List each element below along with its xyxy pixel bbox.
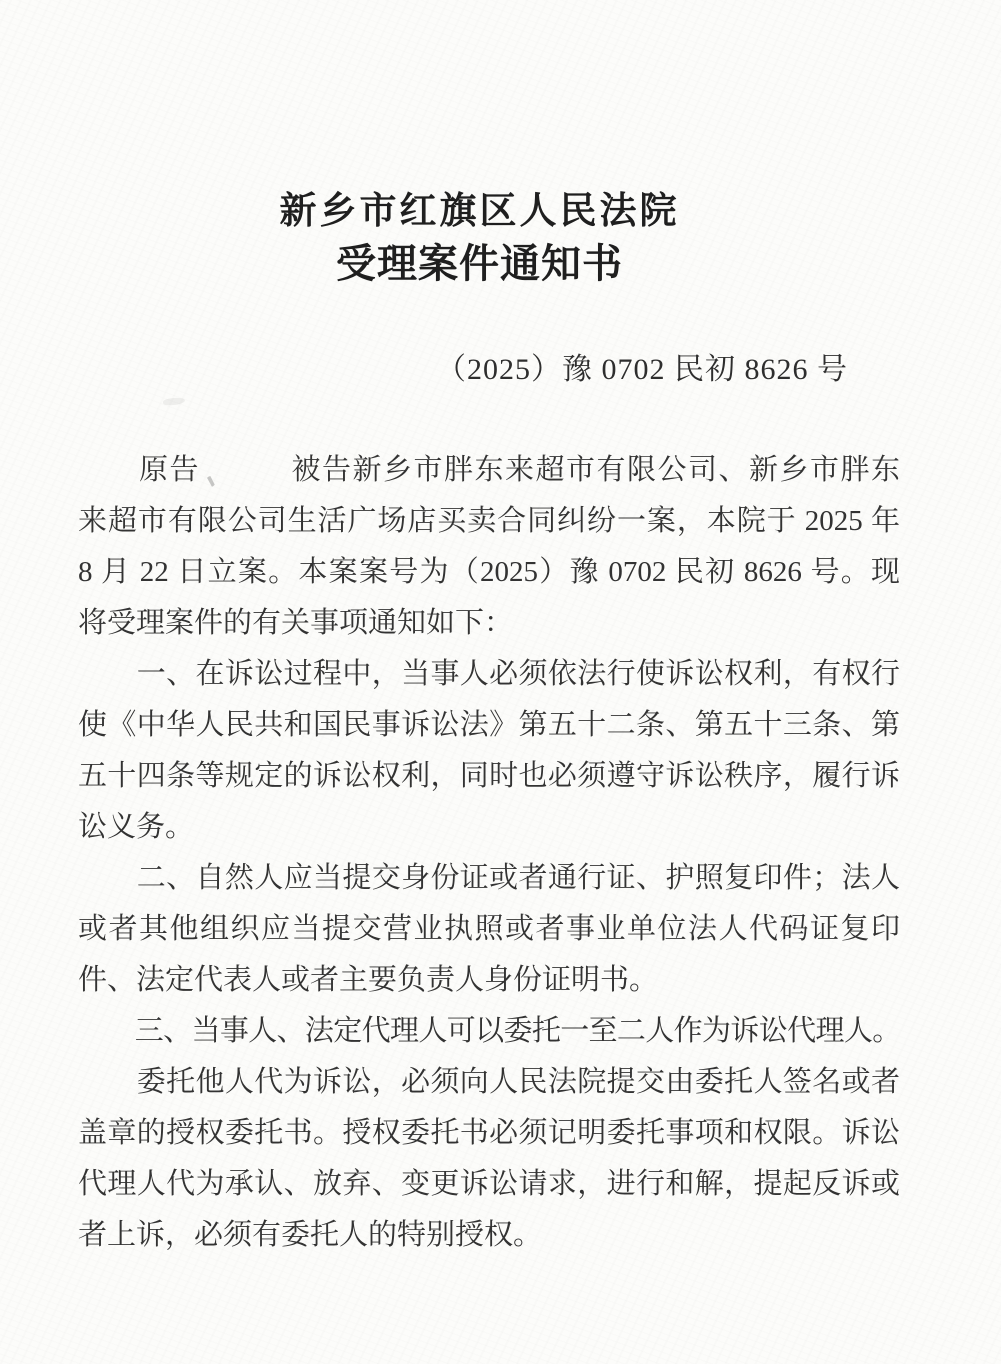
body-line-15: 代理人代为承认、放弃、变更诉讼请求，进行和解，提起反诉或 [78, 1168, 900, 1200]
body-line-10: 或者其他组织应当提交营业执照或者事业单位法人代码证复印 [78, 913, 900, 945]
body-line-13: 委托他人代为诉讼，必须向人民法院提交由委托人签名或者 [78, 1066, 900, 1098]
document-header [0, 190, 980, 290]
body-line-5: 一、在诉讼过程中，当事人必须依法行使诉讼权利，有权行 [78, 658, 900, 690]
body-line-14: 盖章的授权委托书。授权委托书必须记明委托事项和权限。诉讼 [78, 1117, 900, 1149]
body-line-11: 件、法定代表人或者主要负责人身份证明书。 [78, 964, 659, 996]
body-line-7: 五十四条等规定的诉讼权利，同时也必须遵守诉讼秩序，履行诉 [78, 760, 900, 792]
document-title: 受理案件通知书 [336, 241, 623, 286]
scan-artifact [163, 397, 185, 406]
case-number: （2025）豫 0702 民初 8626 号 [436, 353, 848, 386]
body-line-8: 讼义务。 [78, 811, 195, 843]
document-body [78, 445, 900, 1261]
body-line-9: 二、自然人应当提交身份证或者通行证、护照复印件；法人 [78, 862, 900, 894]
court-name-title: 新乡市红旗区人民法院 [279, 191, 680, 232]
body-line-4: 将受理案件的有关事项通知如下： [78, 607, 514, 639]
body-line-16: 者上诉，必须有委托人的特别授权。 [78, 1219, 543, 1251]
body-line-3: 8 月 22 日立案。本案案号为（2025）豫 0702 民初 8626 号。现 [78, 556, 900, 588]
body-line-12: 三、当事人、法定代理人可以委托一至二人作为诉讼代理人。 [78, 1015, 900, 1047]
body-line-1: 原告 被告新乡市胖东来超市有限公司、新乡市胖东 [78, 454, 900, 486]
body-line-2: 来超市有限公司生活广场店买卖合同纠纷一案，本院于 2025 年 [78, 505, 900, 537]
body-line-6: 使《中华人民共和国民事诉讼法》第五十二条、第五十三条、第 [78, 709, 900, 741]
